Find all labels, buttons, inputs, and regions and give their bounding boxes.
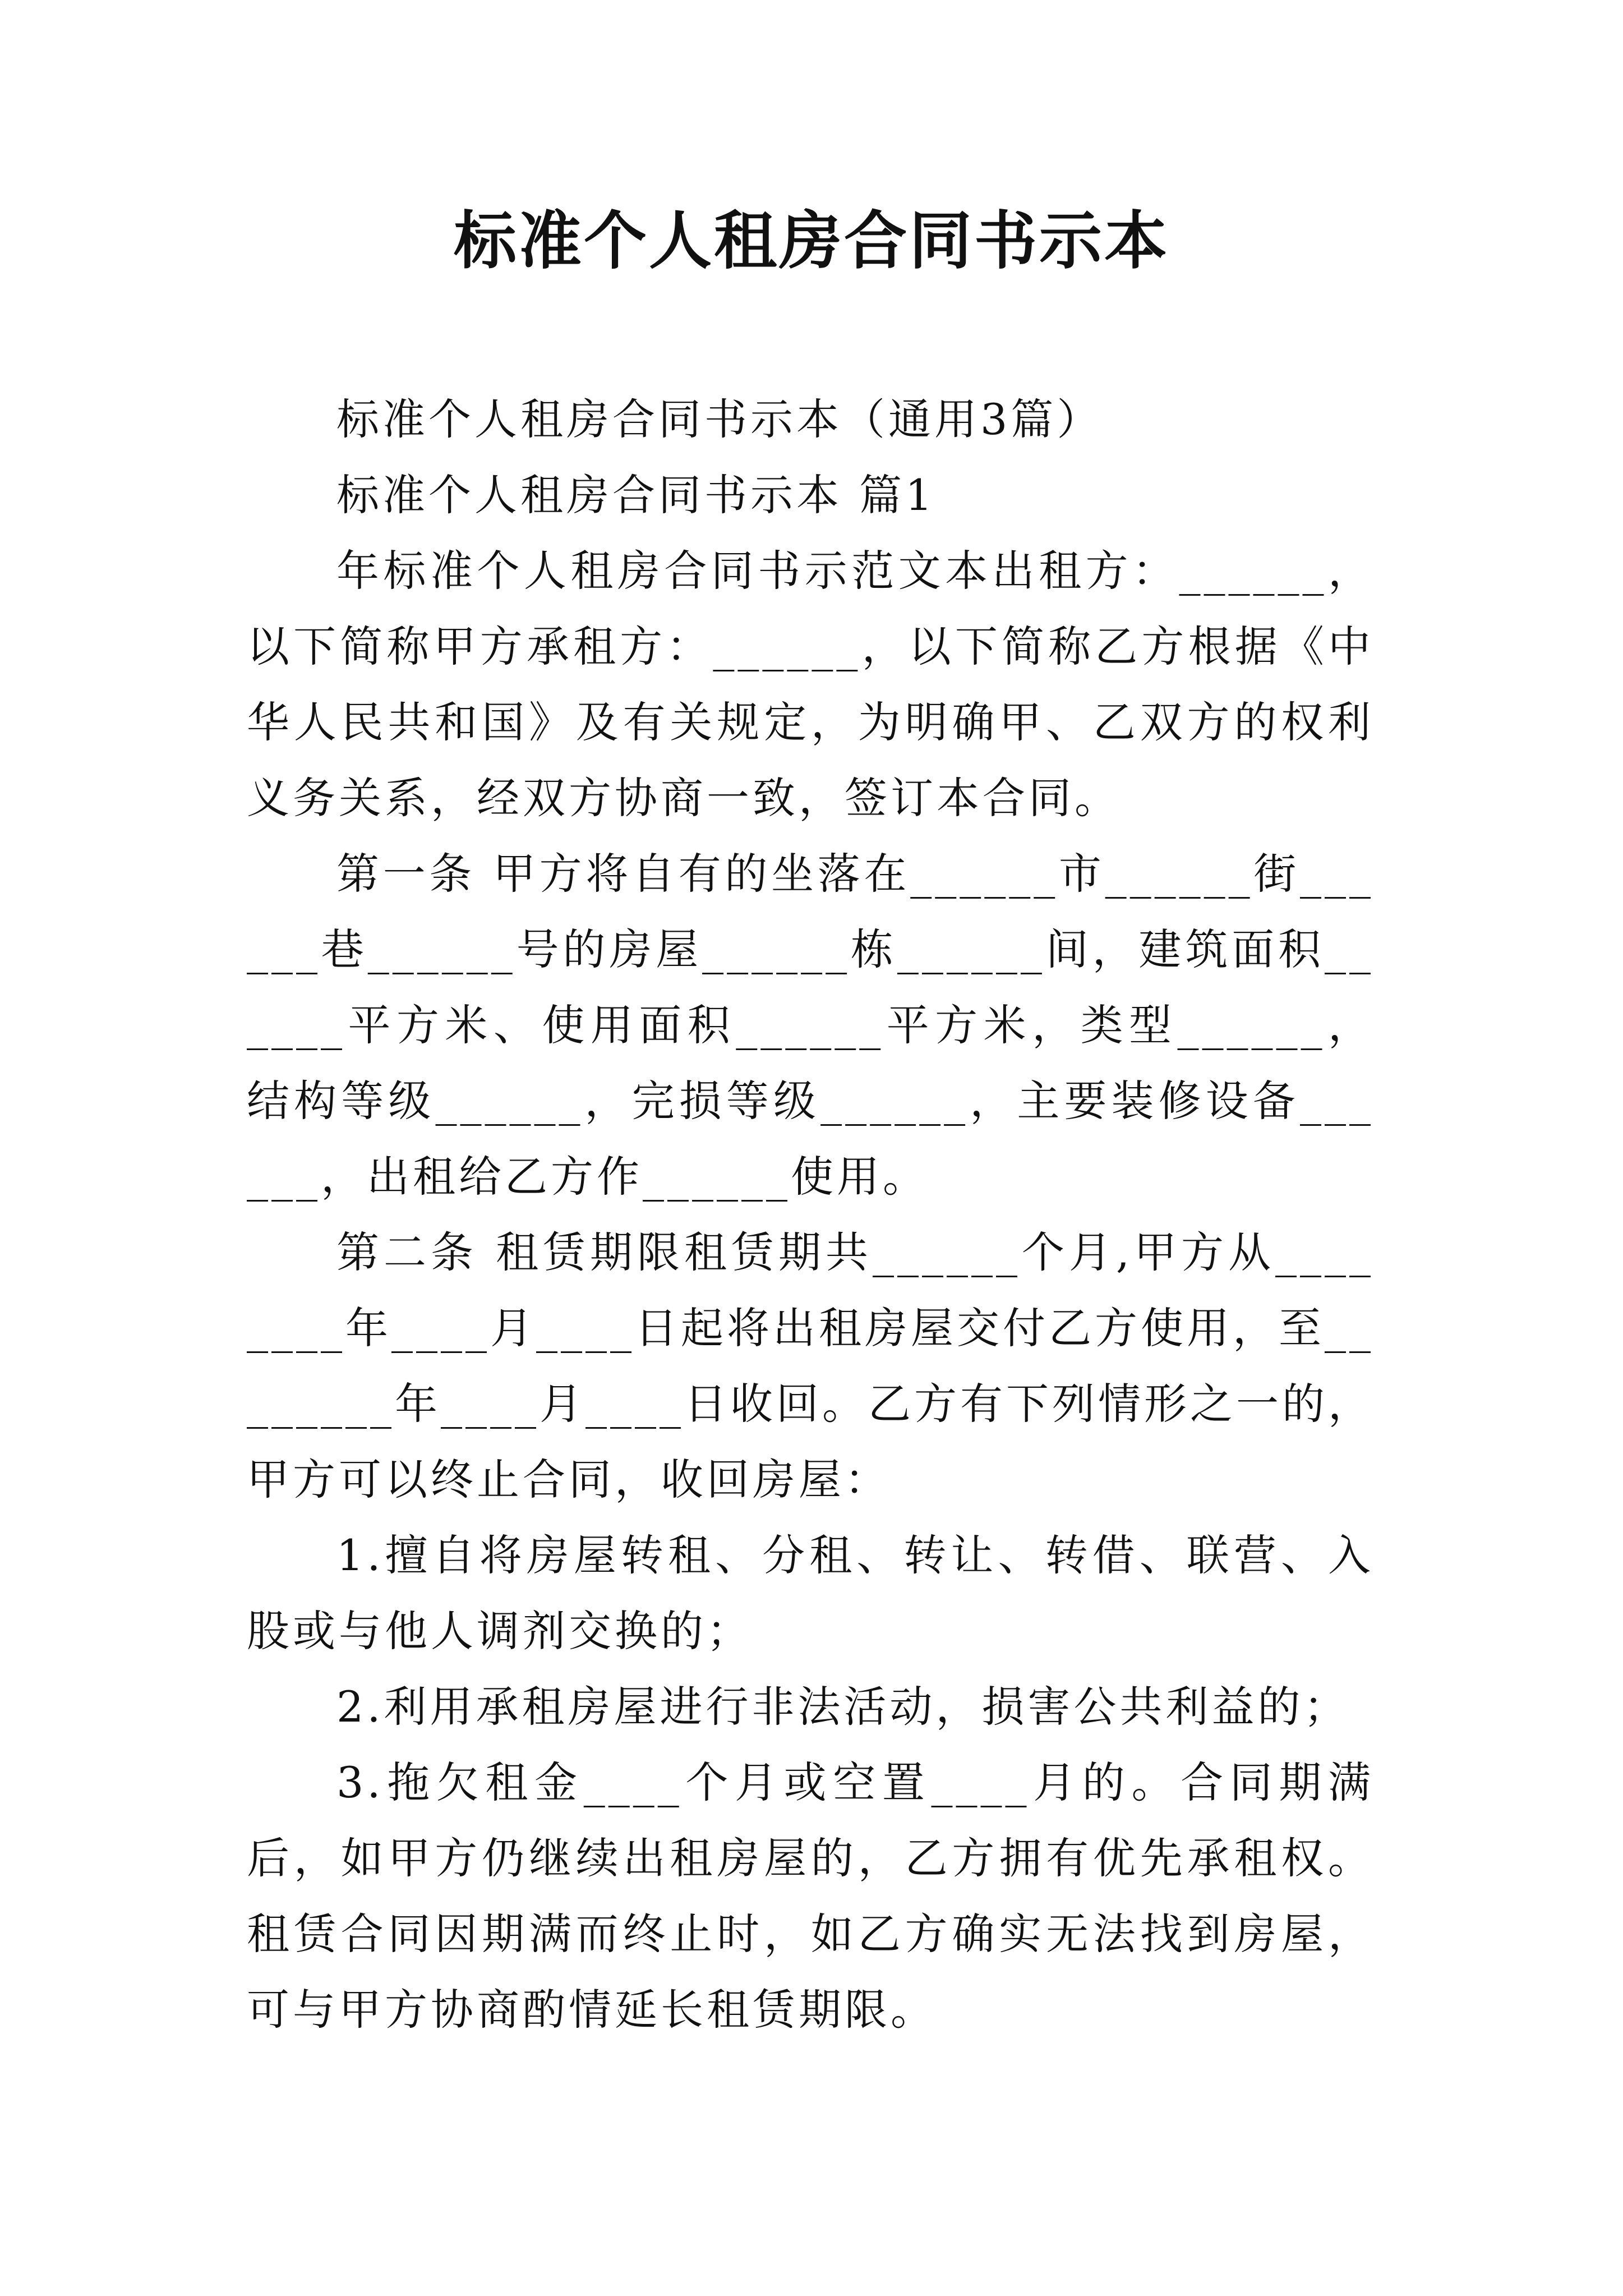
article-1-paragraph: 第一条 甲方将自有的坐落在______市______街______巷______号的房屋______栋______间，建筑面积______平方米、使用面积______平方米，类型______，结构等级______，完损等级______，主要装修设备______，出租给乙方作______使用。	[247, 849, 1374, 1202]
clause-1-paragraph: 1.擅自将房屋转租、分租、转让、转借、联营、入股或与他人调剂交换的；	[247, 1530, 1374, 1656]
document-body	[247, 381, 1374, 2047]
subtitle-paragraph: 标准个人租房合同书示本（通用3篇）	[336, 394, 1103, 444]
article-2-paragraph: 第二条 租赁期限租赁期共______个月,甲方从________年____月____日起将出租房屋交付乙方使用，至________年____月____日收回。乙方有下列情形之一的，甲方可以终止合同，收回房屋：	[247, 1227, 1374, 1504]
intro-paragraph: 年标准个人租房合同书示范文本出租方：______，以下简称甲方承租方：______，以下简称乙方根据《中华人民共和国》及有关规定，为明确甲、乙双方的权利义务关系，经双方协商一致，签订本合同。	[247, 546, 1374, 823]
document-title: 标准个人租房合同书示本	[454, 204, 1169, 278]
section-heading: 标准个人租房合同书示本 篇1	[336, 470, 936, 520]
clause-3-paragraph: 3.拖欠租金____个月或空置____月的。合同期满后，如甲方仍继续出租房屋的，乙方拥有优先承租权。租赁合同因期满而终止时，如乙方确实无法找到房屋，可与甲方协商酌情延长租赁期限。	[247, 1757, 1374, 2035]
clause-2-paragraph: 2.利用承租房屋进行非法活动，损害公共利益的；	[336, 1682, 1350, 1732]
